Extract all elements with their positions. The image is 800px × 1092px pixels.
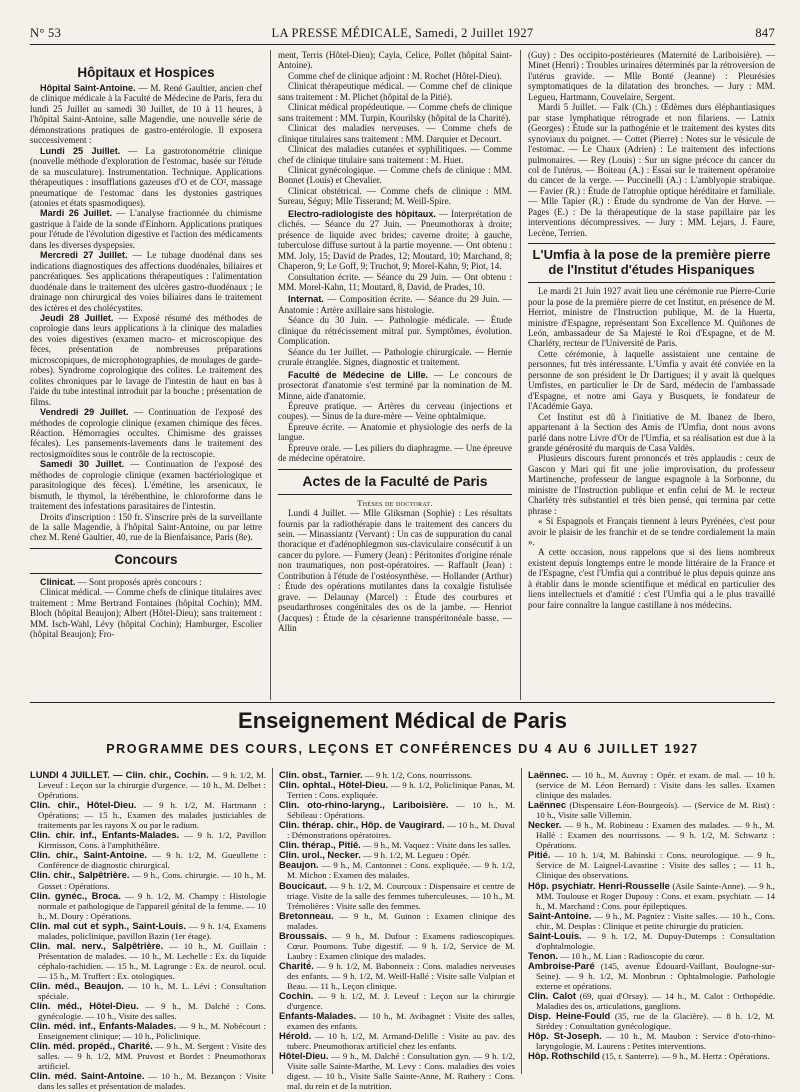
course-entry [279, 931, 515, 961]
course-heading: Charité. [279, 959, 314, 971]
course-entry [279, 881, 515, 911]
course-text: — 10 h., M. L. Lévi : Consultation spéciale. [38, 980, 267, 1002]
course-heading: Enfants-Malades. [279, 1010, 357, 1022]
course-entry [30, 1021, 266, 1041]
course-heading: Clin. chir., Salpêtrière. [30, 869, 130, 881]
course-heading: Clin. Calot [528, 990, 576, 1002]
paragraph [30, 250, 262, 313]
course-text: — 9 h. 1/2, M. Courcoux : Dispensaire et centre de triage. Visite de la salle des femmes tuberculeuses. — 10 h., M. Trémolières : Visite salle des femmes. [287, 880, 515, 911]
course-entry [279, 860, 515, 880]
paragraph [30, 146, 262, 209]
internat-paragraph: Internat. — Composition écrite. — Séance du 29 Juin. — Anatomie : Artère axillaire sans histologie. [278, 294, 512, 315]
course-entry [279, 800, 515, 820]
course-text: (35, rue de la Glacière). — 8 h. 1/2, M. Sirédey : Consultation gynécologique. [536, 1011, 775, 1032]
course-heading: Hôp. Rothschild [528, 1050, 600, 1062]
course-text: — 9 h., M. Dalché : Cons. gynécologie. — 10 h., Visite des salles. [38, 1001, 266, 1022]
course-heading: Necker. [528, 819, 562, 831]
paragraph: Clinicat obstétrical. — Comme chefs de clinique : MM. Sureau, Séguy; Mlle Tisserand; M. Weill-Spire. [278, 185, 512, 207]
course-entry [528, 991, 775, 1011]
paragraph: « Si Espagnols et Français tiennent à leurs Pyrénées, c'est pour avoir le plaisir de les franchir et de se tendre cordialement la main ». [528, 516, 775, 548]
course-heading: Laënnec. [528, 769, 569, 780]
paragraph-text: — L'analyse fractionnée du chimisme gastrique à l'aide de la sonde d'Einhorn. Applications pratiques pour l'étude de l'évolution digestive et l'action des médicaments dans les diverses dyspepsies. [30, 208, 262, 250]
course-text: — 9 h., M. Dufour : Examens radioscopiques. Cœur. Poumons. Tube digestif. — 9 h. 1/2, Service de M. Laubry : Examen clinique des malades. [287, 930, 515, 961]
paragraph: Cette cérémonie, à laquelle assistaient une centaine de personnes, fut très intéressante. L'Umfia y avait été conviée en la personne de son président le Dr Dartigues; il y avait là quelques Umfistes, en particulier le Dr de Sard, médecin de l'ambassade d'Espagne, et notre ami Gaya y Busquets, le fondateur de l'Académie Gaya. [528, 348, 775, 412]
issue-number: N° 53 [30, 26, 62, 40]
course-heading: Clin. oto-rhino-laryng., Lariboisière. [279, 799, 449, 811]
journal-title: LA PRESSE MÉDICALE, Samedi, 2 Juillet 1927 [271, 26, 534, 40]
course-text: — 10 h., M. Bezançon : Visite dans les salles et présentation de malades. [38, 1071, 266, 1092]
theses-heading: Thèses de doctorat. [357, 497, 433, 508]
course-text: — 9 h., M. Robineau : Examen des malades. — 9 h., M. Hallé : Examen des nourrissons. — 9 h. 1/2, M. Schwartz : Opérations. [536, 820, 775, 851]
course-heading: Tenon. [528, 949, 559, 961]
course-text: — 9 h., M. Guinon : Examen clinique des malades. [287, 910, 515, 931]
lille-ecrite: Épreuve écrite. — Anatomie et physiologie des nerfs de la langue. [278, 421, 512, 443]
course-heading: Clin. urol., Necker. [279, 849, 361, 861]
course-heading: Laënnec [528, 799, 567, 811]
course-heading: Clin. méd. propéd., Charité. [30, 1040, 153, 1052]
course-entry [30, 941, 266, 981]
course-entry [30, 870, 266, 890]
paragraph-lead: Mardi 26 Juillet. [40, 208, 113, 219]
course-entry [528, 1051, 775, 1061]
section-rule [278, 494, 512, 495]
paragraph: A cette occasion, nous rappelons que si des liens nombreux existent depuis longtemps entre le monde littéraire de la France et de l'Espagne, c'est l'Umfia qui a contribué le plus depuis quinze ans à établir dans le monde scientifique et médical en particulier des liens intellectuels et d'amitié : c'est l'Umfia qui a le plus travaillé pour faire connaître la langue castillane à nos médecins. [528, 547, 775, 610]
course-text: (145, avenue Édouard-Vaillant, Boulogne-sur-Seine). — 9 h. 1/2, M. Monbrun : Ophtalmologie. Pathologie externe et opérations. [536, 960, 775, 991]
course-heading: Hôp. St-Joseph. [528, 1030, 602, 1042]
theses-paragraph: Lundi 4 Juillet. — Mlle Gliksman (Sophie) : Les résultats fournis par la radiothérapie dans le traitement des cancers du sein. — Minassiantz (Vervant) : Un cas de suppuration du canal thoracique et d'adénophlegmon sus-claviculaire consécutif à un cancer du pylore. — Fumery (Jean) : Péritonites d'origine rénale non traumatiques, non post-opératoires. — Raffault (Jean) : Contribution à l'étude de l'ostéosynthèse. — Hollander (Arthur) : Étude des opérations mutilantes dans la coxalgie fistulisée grave. — Delaunay (Marcel) : Étude des courbures et pseudarthroses congénitales des os de la jambe. — Henriot (Jacques) : Étude de la césarienne transpéritonéale basse. — Allin [278, 508, 512, 634]
paragraph-text: — Continuation de l'exposé des méthodes de coprologie clinique (examen chimique des fèces. Réaction. Hémorragies occultes. Chimisme des graisses fécales). Les pansements-lavements dans le traitement des rectosigmoïdites sous le contrôle de la rectoscopie. [30, 407, 262, 459]
page-number: 847 [755, 26, 775, 40]
course-entry [279, 961, 515, 991]
course-heading: Hôp. psychiatr. Henri-Rousselle [528, 879, 670, 891]
paragraph [30, 407, 262, 459]
course-entry [30, 921, 266, 941]
course-text: — 9 h. 1/4, Examens malades, policlinique, pavillon Bazin (1er étage). [38, 920, 266, 941]
paragraph: Clinicat des maladies nerveuses. — Comme chefs de clinique titulaires sans traitement : MM. Darquier et Decourt. [278, 123, 512, 144]
course-heading: Clin. chir., Saint-Antoine. [30, 849, 148, 861]
paragraph [30, 83, 262, 146]
course-entry [279, 1051, 515, 1091]
paragraph: ment, Terris (Hôtel-Dieu); Cayla, Celice, Pollet (hôpital Saint-Antoine). [278, 50, 512, 71]
section-rule [30, 548, 262, 549]
course-heading: Clin. mal cut et syph., Saint-Louis. [30, 919, 187, 931]
paragraph: Plusieurs discours furent prononcés et très applaudis : ceux de Gascon y Mari qui fit une jolie improvisation, du professeur Martinenche, professeur de langue espagnole à la Sorbonne, du ministre de l'Instruction publique et enfin celui de M. le recteur Charléty très substantiel et très bien pensé, qui termina par cette phrase : [528, 453, 775, 516]
course-entry [528, 1011, 775, 1031]
header-rule [30, 44, 775, 45]
paragraph-text: — Exposé résumé des méthodes de coprologie dans leurs applications à la clinique des maladies des voies digestives (examen macro- et microscopique des fèces, présentation de nombreuses préparations microscopiques, de microphotographies, de moulages de garde-robes). Syndrome coprologique des colites. Le traitement des colites chroniques par le lavage de l'intestin de haut en bas à l'aide du tube intestinal introduit par la bouche ; présentation de films. [30, 312, 262, 407]
course-entry [528, 1031, 775, 1051]
course-heading: Clin. gynéc., Broca. [30, 889, 121, 901]
course-text: — 9 h. 1/2, M. Leveuf : Leçon sur la chirurgie d'urgence. — 10 h., M. Delbet : Opérations. [38, 770, 266, 801]
course-text: — 10 h., M. Maubon : Service d'oto-rhino-laryngologie, M. Laurens : Petites interventions. [536, 1031, 775, 1052]
paragraph: Cet Institut est dû à l'initiative de M. Ibanez de Ibero, appartenant à la Section des Amis de l'Umfia, dont nous avons parlé dans notre Livre d'Or de l'Umfia, et sa réalisation est due à la grande générosité du marquis de Casa Valdès. [528, 411, 775, 453]
course-text: — 9 h., M. Dalché : Consultation gyn. — 9 h. 1/2, Visite salle Sainte-Marthe, M. Levy : Cons. maladies des voies digest. — 10 h., Visite Salle Sainte-Anne, M. Rathery : Cons. mal. du rein et de la nutrition. [287, 1051, 515, 1092]
course-entry [279, 991, 515, 1011]
course-heading: Clin. chir., Hôtel-Dieu. [30, 799, 137, 811]
course-text: — 10 h., M. Auvray : Opér. et exam. de mal. — 10 h. (service de M. Léon Bernard) : Visite dans les salles. Examen clinique des malades. [536, 770, 775, 801]
course-entry [30, 891, 266, 921]
course-entry [279, 911, 515, 931]
course-text: — 9 h. 1/2, M. Hartmann : Opérations; — 15 h., Examen des malades justiciables de traitements par les rayons X ou par le radium. [38, 800, 266, 831]
lille-pratique: Épreuve pratique. — Artères du cerveau (injections et coupes). — Sinus de la dure-mère — Veine ophtalmique. [278, 400, 512, 422]
paragraph-lead: Jeudi 28 Juillet. [40, 312, 114, 323]
course-text: — 10 h. 1/4, M. Babinski : Cons. neurologique. — 9 h., Service de M. Laignel-Lavastine : Visite des salles ; — 11 h., Clinique des observations. [536, 850, 775, 881]
paragraph [30, 512, 262, 543]
course-heading: Hérold. [279, 1030, 312, 1042]
course-heading: Clin. méd., Hôtel-Dieu. [30, 1000, 139, 1012]
section-title-umfia: L'Umfia à la pose de la première pierre de l'Institut d'études Hispaniques [532, 247, 771, 278]
paragraph-text: Droits d'inscription : 150 fr. S'inscrire près de la surveillante de la salle Magendie, à l'hôpital Saint-Antoine, ou par lettre chez M. René Gaultier, 40, rue de la Bienfaisance, Paris (8e). [30, 511, 262, 543]
course-text: — 9 h. 1/2, M. Champy : Histologie normale et pathologique de l'appareil génital de la femme. — 10 h., M. Doury : Opérations. [38, 890, 266, 921]
course-heading: Cochin. [279, 990, 314, 1002]
course-text: (69, quai d'Orsay). — 14 h., M. Calot : Orthopédie. Maladies des os, articulations, ganglions. [536, 991, 775, 1012]
paragraph-lead: Lundi 25 Juillet. [40, 145, 121, 156]
paragraph: Clinicat thérapeutique médical. — Comme chef de clinique sans traitement : M. Plichet (hôpital de la Pitié). [278, 81, 512, 102]
course-heading: Ambroise-Paré [528, 959, 595, 971]
paragraph: Clinicat médical propédeutique. — Comme chefs de clinique sans traitement : MM. Turpin, Kourilsky (hôpital de la Charité). [278, 102, 512, 123]
course-text: — 9 h. 1/2, M. Gueullette : Conférence de diagnostic chirurgical. [38, 850, 266, 871]
course-entry [30, 981, 266, 1001]
course-heading: Saint-Antoine. [528, 909, 592, 921]
course-text: — 10 h., M. Guillain : Présentation de malades. — 10 h., M. Lechelle : Ex. du liquide céphalo-rachidien. — 15 h., M. Lagrange : Ex. de neurol. ocul. — 15 h., M. Truffert : Ex. otologiques. [38, 940, 266, 981]
course-heading: Hôtel-Dieu. [279, 1050, 329, 1062]
course-heading: Beaujon. [279, 859, 319, 871]
paragraph: Clinicat gynécologique. — Comme chefs de clinique : MM. Bonnet (Louis) et Chevalier. [278, 164, 512, 186]
course-entry [279, 780, 515, 800]
course-heading: Broussais. [279, 929, 327, 941]
paragraph: Clinicat des maladies cutanées et syphilitiques. — Comme chef de clinique titulaire sans traitement : M. Huet. [278, 144, 512, 165]
course-entry [528, 931, 775, 951]
paragraph: Mardi 5 Juillet. — Falk (Ch.) : Œdèmes durs éléphantiasiques par stase lymphatique rétrograde et non filariens. — Latnix (Georges) : Étude sur la pathogénie et le traitement des kystes dits synoviaux du poignet. — Cottet (Pierre) : Notes sur le vésicule de l'estomac. — Le Chaux (Adrien) : Le traitement des infections pulmonaires. — Rey (Louis) : Sur un signe précoce du cancer du col de l'utérus. — Boiteau (A.) : Essai sur le traitement opératoire du cancer de la verge. — Puccinelli (A.) : L'amblyopie strabique. — Favier (R.) : Étude de l'atrophie optique héréditaire et familiale. — Mlle Tapier (R.) : Étude du syndrome de Van der Hœve. — Pages (E.) : De la thérapeutique de la stase papillaire par les interventions décompressives. — Jury : MM. Lejars, J. Faure, Lecène, Terrien. [528, 102, 775, 238]
course-text: (Asile Sainte-Anne). — 9 h., MM. Toulouse et Roger Dupouy : Cons. et exam. psychiatr. — 14 h., M. Marchand : Cons. pour épileptiques. [536, 880, 775, 911]
course-entry [528, 850, 775, 880]
course-entry [30, 800, 266, 830]
course-entry [30, 850, 266, 870]
paragraph-lead: Samedi 30 Juillet. [40, 459, 125, 470]
paragraph-lead: Mercredi 27 Juillet. [40, 250, 128, 261]
internat-seance-1: Séance du 1er Juillet. — Pathologie chirurgicale. — Hernie crurale étranglée. Signes, diagnostic et traitement. [278, 346, 512, 368]
course-text: — 9 h. 1/2, M. Dupuy-Dutemps : Consultation d'ophtalmologie. [536, 930, 775, 951]
course-heading: Clin. thérap., Pitié. [279, 839, 361, 851]
section-rule [278, 469, 512, 470]
radio-consultation: Consultation écrite. — Séance du 29 Juin. — Ont obtenu : MM. Morel-Kahn, 11; Moutard, 8, David, de Prades, 10. [278, 271, 512, 292]
course-text: — 9 h., M. Nobécourt : Enseignement clinique; — 10 h., Policlinique. [38, 1021, 266, 1042]
course-entry [279, 1011, 515, 1031]
section-rule [30, 702, 775, 703]
enseignement-column-2 [279, 769, 515, 1092]
course-heading: Clin. obst., Tarnier. [279, 769, 363, 780]
column-divider [270, 50, 271, 700]
course-heading: Boucicaut. [279, 879, 327, 891]
course-text: — 9 h., M. Cantonnet : Cons. expliquée. — 9 h. 1/2, M. Michon : Examen des malades. [287, 860, 515, 881]
course-entry [528, 881, 775, 911]
course-entry [528, 820, 775, 850]
lille-paragraph: Faculté de Médecine de Lille. — Le concours de prosectorat d'anatomie s'est terminé par la nomination de M. Minne, aide d'anatomie. [278, 369, 512, 401]
paragraph: Le mardi 21 Juin 1927 avait lieu une cérémonie rue Pierre-Curie pour la pose de la première pierre de cet Institut, en présence de M. Herriot, ministre de l'Instruction publique, M. de la Huerta, ministre d'Espagne, représentant Son Excellence M. Quiñones de León, ambassadeur de Sa Majesté le Roi d'Espagne, et de M. Charléty, recteur de l'Université de Paris. [528, 286, 775, 349]
column-divider [272, 768, 273, 1074]
course-heading: Clin. thérap. chir., Hôp. de Vaugirard. [279, 819, 445, 831]
enseignement-column-1 [30, 769, 267, 1092]
paragraph-text: — Le tubage duodénal dans ses indications diagnostiques des affections duodénales, biliaires et pancréatiques. Ses applications thérapeutiques : l'alimentation duodénale dans le traitement des ulcères gastro-duodénaux ; le drainage non chirurgical des voies biliaires dans le traitement des ictères et des cholécystites. [30, 250, 262, 313]
course-text: — 9 h., M. Sergent : Visite des salles. — 9 h. 1/2, MM. Pruvost et Bordet : Pneumothorax artificiel. [38, 1041, 266, 1072]
section-rule [528, 243, 775, 244]
course-heading: LUNDI 4 JUILLET. — Clin. chir., Cochin. [30, 769, 209, 780]
course-text: — 9 h. 1/2, Pavillon Kirmisson, Cons. à l'amphithéâtre. [38, 830, 267, 851]
course-text: — 9 h., M. Vaquez : Visite dans les salles. [360, 840, 511, 851]
course-heading: Clin. méd. Saint-Antoine. [30, 1070, 145, 1082]
enseignement-subtitle: PROGRAMME DES COURS, LEÇONS ET CONFÉRENCES DU 4 AU 6 JUILLET 1927 [106, 742, 699, 756]
course-entry [30, 1041, 266, 1071]
course-heading: Clin. méd., Beaujon. [30, 979, 124, 991]
paragraph: Comme chef de clinique adjoint : M. Rochet (Hôtel-Dieu). [288, 70, 502, 81]
course-entry [279, 1031, 515, 1051]
umfia-paragraphs [528, 286, 775, 610]
paragraph [30, 459, 262, 511]
column-divider [520, 50, 521, 700]
course-heading: Clin. chir. inf., Enfants-Malades. [30, 829, 180, 841]
course-entry [528, 911, 775, 931]
course-heading: Clin. mal. nerv., Salpêtrière. [30, 939, 164, 951]
course-text: — 10 h., M. Avibagnet : Visite des salles, examen des enfants. [287, 1011, 515, 1032]
course-heading: Disp. Heine-Fould [528, 1010, 611, 1022]
section-title-hopitaux: Hôpitaux et Hospices [77, 65, 215, 80]
course-entry [279, 820, 515, 840]
course-text: — 9 h. 1/2, Policlinique Panas, M. Terrien : Cons. expliquée. [287, 780, 515, 801]
paragraph [30, 208, 262, 250]
course-text: — 10 h., M. Duval : Démonstrations opératoires. [287, 820, 515, 841]
course-text: (15, r. Santerre). — 9 h., M. Hertz : Opérations. [599, 1051, 770, 1062]
course-text: — 10 h., M. Sébileau : Opérations. [287, 800, 515, 821]
course-text: — 10 h. 1/2, M. Armand-Delille : Visite au pav. des tuberc. Pneumothorax artificiel chez les enfants. [287, 1031, 515, 1052]
section-title-actes: Actes de la Faculté de Paris [302, 472, 488, 489]
course-text: — 9 h. 1/2, M. Babonneix : Cons. maladies nerveuses des enfants. — 9 h. 1/2, M. Weill-Hallé : Visite salle Vulpian et Beau. — 11 h., Leçon clinique. [287, 960, 515, 991]
course-entry [528, 961, 775, 991]
paragraph-text: — La gastrotonométrie clinique (nouvelle méthode d'exploration de l'estomac, basée sur l'étude de sa musculature). Instrumentation. Technique. Applications thérapeutiques : insufflations gazeuses d'O et de CO², massage pneumatique de l'estomac dans les dystonies gastriques (atonies et états spasmodiques). [30, 145, 262, 208]
column-theses-umfia [528, 50, 775, 696]
hopitaux-paragraphs [30, 83, 262, 543]
paragraph [30, 313, 262, 407]
radio-paragraph: Electro-radiologiste des hôpitaux. — Interprétation de clichés. — Séance du 27 Juin. — Pneumothorax à droite; présence de liquide avec brides; caverne droite; à gauche, tuberculose diffuse surtout à la partie moyenne. — Ont obtenu : MM. Joly, 15; David de Prades, 12; Moutard, 10; Marchand, 8; Chaperon, 9; Le Goff, 9; Truchot, 9; Morel-Kahn, 9; Piot, 14. [278, 208, 512, 272]
course-text: — 9 h., M. Pagniez : Visite salles. — 10 h., Cons. chir., M. Desplas : Clinique et petite chirurgie du praticien. [536, 910, 775, 931]
course-heading: Bretonneau. [279, 909, 334, 921]
clinicat-paragraphs [278, 50, 512, 207]
course-entry [528, 770, 775, 800]
course-heading: Clin. ophtal., Hôtel-Dieu. [279, 779, 389, 791]
paragraph-lead: Hôpital Saint-Antoine. [40, 83, 136, 93]
course-text: — 9 h., Cons. chirurgie. — 10 h., M. Gosset : Opérations. [38, 870, 266, 891]
section-rule [528, 282, 775, 283]
column-concours-cont [278, 50, 512, 696]
lille-orale: Épreuve orale. — Les piliers du diaphragme. — Une épreuve de médecine opératoire. [278, 442, 512, 464]
column-hopitaux [30, 62, 262, 694]
course-entry [30, 1001, 266, 1021]
course-entry [30, 1071, 266, 1091]
enseignement-title: Enseignement Médical de Paris [238, 708, 567, 733]
paragraph-text: — M. René Gaultier, ancien chef de clinique médicale à la Faculté de Médecine de Paris, fera du lundi 25 Juillet au samedi 30 Juillet, de 10 à 11 heures, à l'hôpital Saint-Antoine, salle Magendie, une nouvelle série de démonstrations pratiques de gastro-entérologie. Il exposera successivement : [30, 83, 262, 146]
course-heading: Saint-Louis. [528, 929, 582, 941]
internat-seance-30: Séance du 30 Juin. — Pathologie médicale. — Étude clinique du rétrécissement mitral pur. Symptômes, évolution. Complication. [278, 315, 512, 347]
running-header [30, 26, 775, 42]
section-title-concours: Concours [114, 551, 178, 567]
enseignement-column-3 [528, 770, 775, 1075]
theses-cont-paragraphs [528, 50, 775, 238]
paragraph-text: — Continuation de l'exposé des méthodes de coprologie clinique (examen bactériologique et parasitologique des fèces). L'émétine, les arsenicaux, le bismuth, le thymol, la térébenthine, le chloroforme dans le traitement des infestations parasitaires de l'intestin. [30, 459, 263, 512]
course-text: — 10 h., M. Lian : Radioscopie du cœur. [558, 950, 705, 961]
paragraph-lead: Vendredi 29 Juillet. [40, 407, 129, 418]
section-rule [30, 573, 262, 574]
column-divider [521, 768, 522, 1074]
course-text: — 9 h. 1/2, Cons. nourrissons. [362, 770, 473, 780]
concours-clinicat: Clinicat médical. — Comme chefs de clinique titulaires avec traitement : Mme Bertrand Fontaines (hôpital Cochin); MM. Bloch (hôpital Beaujon); Albert (Hôtel-Dieu); sans traitement : MM. Isch-Wahl, Lévy (hôpital Cochin); Hamburger, Escolier (hôpital Beaujon); Fro- [30, 587, 262, 640]
course-entry [528, 800, 775, 820]
course-text: — 9 h. 1/2, M. J. Leveuf : Leçon sur la chirurgie d'urgence. [287, 991, 515, 1012]
course-text: — 9 h. 1/2, M. Legueu : Opér. [360, 850, 470, 861]
paragraph: (Guy) : Des occipito-postérieures (Maternité de Lariboisière). — Minet (Henri) : Troubles urinaires déterminés par la rétroversion de l'utérus gravide. — Mlle Bonté (Jeanne) : Pleurésies symptomatiques de la dilatation des bronches. — Jury : MM. Legueu, Hartmann, Couvelaire, Sergent. [528, 50, 775, 102]
concours-intro: Clinicat. — Sont proposés après concours : [40, 576, 202, 587]
course-entry [30, 830, 266, 850]
course-text: (Dispensaire Léon-Bourgeois). — (Service de M. Rist) : 10 h., Visite salle Villemin. [536, 800, 775, 821]
course-heading: Clin. méd. inf., Enfants-Malades. [30, 1020, 177, 1032]
course-heading: Pitié. [528, 849, 551, 861]
newspaper-page [30, 0, 775, 1092]
course-entry [30, 770, 266, 800]
